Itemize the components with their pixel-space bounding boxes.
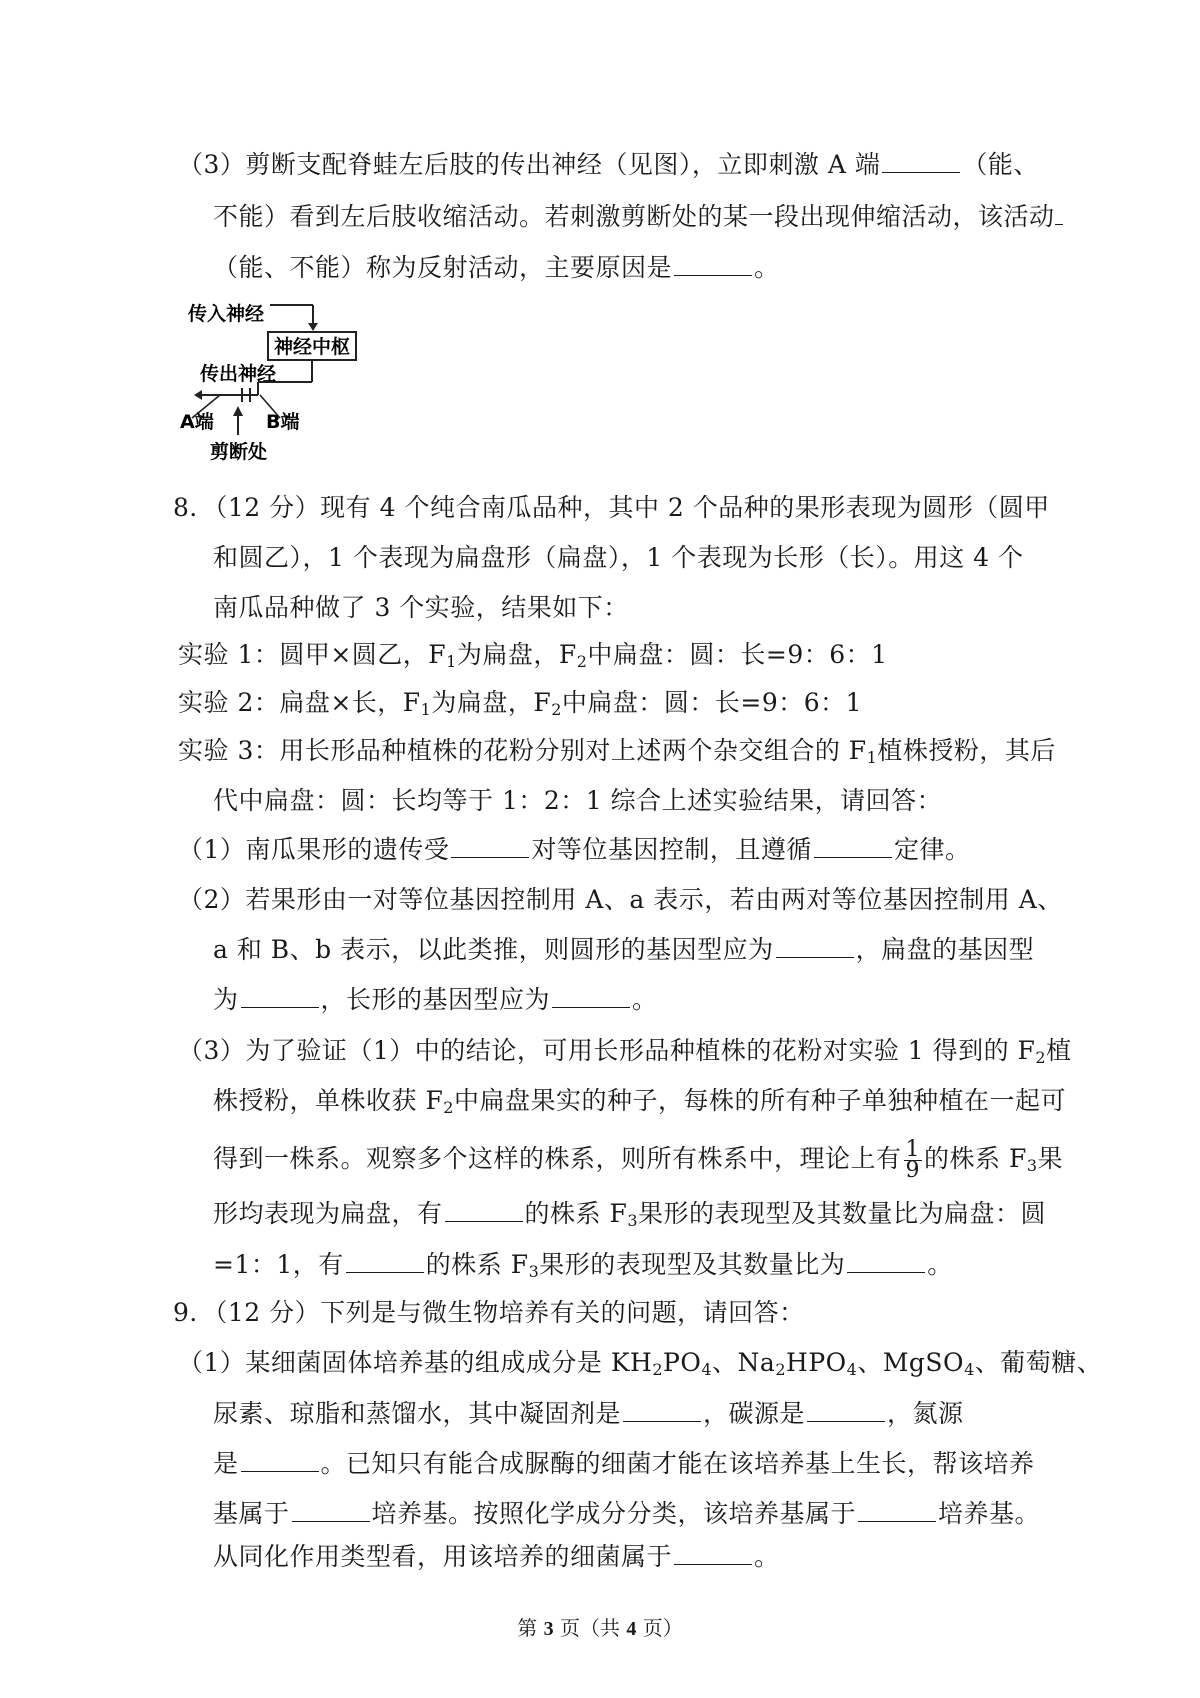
q9-part-1-line-4: 基属于 培养基。按照化学成分分类，该培养基属于 培养基。 [213,1499,1041,1528]
q8-part-2-line-3: 为 ，长形的基因型应为 。 [213,985,658,1014]
answer-blank [882,148,960,173]
answer-blank [776,933,854,958]
efferent-nerve-label: 传出神经 [200,363,277,385]
answer-blank [552,983,630,1008]
afferent-nerve-label: 传入神经 [188,303,265,325]
answer-blank [445,1197,523,1222]
q8-part-3-line-3: 得到一株系。观察多个这样的株系，则所有株系中，理论上有 $\frac{1}{9}$ 的株系 $F_3$果 [213,1137,1064,1183]
experiment-2: 实验 2：扁盘×长，$F_1$为扁盘，$F_2$中扁盘：圆：长=9：6：1 [178,688,863,719]
q7-3-line-3: （能、不能）称为反射活动，主要原因是 。 [213,253,780,282]
q8-line-2: 和圆乙），1 个表现为扁盘形（扁盘），1 个表现为长形（长）。用这 4 个 [213,543,1024,572]
answer-blank [814,833,892,858]
q8-part-1: （1）南瓜果形的遗传受 对等位基因控制，且遵循 定律。 [178,835,971,864]
q8-part-3-line-2: 株授粉，单株收获 $F_2$中扁盘果实的种子，每株的所有种子单独种植在一起可 [213,1086,1066,1117]
answer-blank [241,1447,319,1472]
answer-blank [847,1248,925,1273]
q8-line-1: 8．（12 分）现有 4 个纯合南瓜品种，其中 2 个品种的果形表现为圆形（圆甲 [173,493,1050,522]
q7-3-line-2: 不能）看到左后肢收缩活动。若刺激剪断处的某一段出现伸缩活动，该活动 [213,200,1063,234]
b-end-label: B端 [266,411,300,433]
reflex-arc-diagram [180,300,360,470]
experiment-3-line-1: 实验 3：用长形品种植株的花粉分别对上述两个杂交组合的 $F_1$植株授粉，其后 [178,736,1056,767]
answer-blank [1055,200,1063,225]
answer-blank [292,1497,370,1522]
answer-blank [623,1397,701,1422]
answer-blank [241,983,319,1008]
q8-part-3-line-5: =1：1，有 的株系 $F_3$果形的表现型及其数量比为 。 [213,1250,953,1281]
q8-part-3-line-1: （3）为了验证（1）中的结论，可用长形品种植株的花粉对实验 1 得到的 $F_2$植 [178,1036,1072,1067]
nerve-center-label: 神经中枢 [274,336,351,358]
answer-blank [346,1248,424,1273]
answer-blank [858,1497,936,1522]
q8-part-2-line-1: （2）若果形由一对等位基因控制用 A、a 表示，若由两对等位基因控制用 A、 [178,885,1063,914]
page-footer: 第 3 页（共 4 页） [517,1616,683,1640]
q9-part-1-line-3: 是 。已知只有能合成脲酶的细菌才能在该培养基上生长，帮该培养 [213,1449,1035,1478]
cut-point-label: 剪断处 [210,441,268,463]
a-end-label: A端 [180,411,214,433]
q8-part-2-line-2: a 和 B、b 表示，以此类推，则圆形的基因型应为 ，扁盘的基因型 [213,935,1035,964]
q9-line-1: 9．（12 分）下列是与微生物培养有关的问题，请回答： [173,1298,805,1327]
total-page-count: 4 [626,1618,637,1640]
current-page-number: 3 [543,1618,554,1640]
experiment-1: 实验 1：圆甲×圆乙，$F_1$为扁盘，$F_2$中扁盘：圆：长=9：6：1 [178,640,888,671]
q7-3-line-1: （3）剪断支配脊蛙左后肢的传出神经（见图），立即刺激 A 端 （能、 [178,150,1039,179]
q9-part-1-line-1: （1）某细菌固体培养基的组成成分是 $KH_2PO_4$、$Na_2HPO_4$、MgSO$_4$、葡萄糖、 [178,1348,1103,1379]
q8-line-3: 南瓜品种做了 3 个实验，结果如下： [213,593,629,622]
answer-blank [674,1540,752,1565]
answer-blank [807,1397,885,1422]
experiment-3-line-2: 代中扁盘：圆：长均等于 1：2：1 综合上述实验结果，请回答： [213,786,943,815]
q9-part-1-line-2: 尿素、琼脂和蒸馏水，其中凝固剂是 ，碳源是 ，氮源 [213,1399,964,1428]
q8-part-3-line-4: 形均表现为扁盘，有 的株系 $F_3$果形的表现型及其数量比为扁盘：圆 [213,1199,1047,1230]
fraction-one-ninth: $\frac{1}{9}$ [905,1137,921,1183]
answer-blank [451,833,529,858]
answer-blank [674,251,752,276]
q9-part-1-line-5: 从同化作用类型看，用该培养的细菌属于 。 [213,1542,780,1571]
